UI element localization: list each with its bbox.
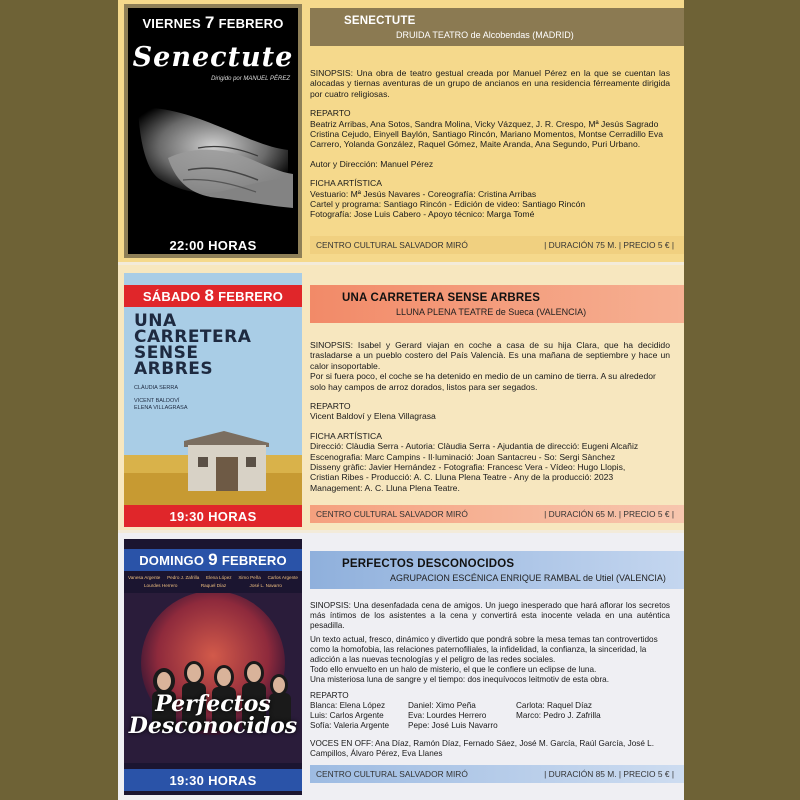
cast-entry: Pepe: José Luis Navarro <box>408 721 498 730</box>
ficha-heading: FICHA ARTÍSTICA <box>310 430 382 441</box>
day-banner: VIERNES 7 FEBRERO <box>128 12 298 34</box>
farmhouse-illustration <box>124 413 302 513</box>
time-banner: 19:30 HORAS <box>124 769 302 791</box>
sinopsis: SINOPSIS: Una desenfadada cena de amigos. Un juego inesperado que hará aflorar los secretos más íntimos de los asistentes a la cena y convertirá esta inocente velada en una auténtica pesadilla. <box>310 601 670 630</box>
duration-price: | DURACIÓN 75 M. | PRECIO 5 € | <box>544 240 674 250</box>
sinopsis: SINOPSIS: Isabel y Gerard viajan en coche a casa de su hija Clara, que ha decidido trasladarse a un pueblo costero del País Valencià. Es una mañana de septiembre y hace un calor insoportable. <box>310 340 670 371</box>
ficha-line: Fotografía: Jose Luis Cabero - Apoyo técnico: Marga Tomé <box>310 209 535 220</box>
cast-entry: Marco: Pedro J. Zafrilla <box>516 711 601 720</box>
duration-price: | DURACIÓN 85 M. | PRECIO 5 € | <box>544 769 674 779</box>
company-name: LLUNA PLENA TEATRE de Sueca (VALENCIA) <box>396 307 587 317</box>
event-senectute <box>118 0 684 262</box>
poster-cast-row: Vanesa Argente Pedro J. Zafrilla Elena López Ximo Peña Carlos Argente <box>128 575 298 580</box>
title-box <box>310 285 684 323</box>
venue-footer <box>310 765 684 783</box>
sinopsis-cont: Un texto actual, fresco, dinámico y divertido que pondrá sobre la mesa temas tan controvertidos como la homofobia, las relaciones paternofiliales, la infidelidad, la confianza, la sinceridad, la adicción a las nuevas tecnologías y el peligro de las redes sociales. <box>310 635 658 664</box>
ficha-line: Vestuario: Mª Jesús Navares - Coreografía: Cristina Arribas <box>310 188 537 199</box>
poster-credit: Dirigido por MANUEL PÉREZ <box>211 76 290 82</box>
reparto-heading: REPARTO <box>310 108 351 119</box>
poster-title: UNA CARRETERA SENSE ARBRES <box>134 311 252 379</box>
event-details <box>310 601 670 759</box>
day-banner: SÁBADO 8 FEBRERO <box>124 285 302 307</box>
company-name: AGRUPACION ESCÉNICA ENRIQUE RAMBAL de Utiel (VALENCIA) <box>390 573 666 583</box>
company-name: DRUIDA TEATRO de Alcobendas (MADRID) <box>396 30 574 40</box>
event-details <box>310 68 670 220</box>
cast-entry <box>516 721 666 731</box>
ficha-line: Disseny gràfic: Javier Hernández - Fotografia: Francesc Vera - Vídeo: Hugo Llopis, <box>310 462 626 473</box>
cast-entry: Sofía: Valeria Argente <box>310 721 390 730</box>
ficha-heading: FICHA ARTÍSTICA <box>310 178 382 189</box>
program-sheet <box>118 0 684 800</box>
venue: CENTRO CULTURAL SALVADOR MIRÓ <box>316 240 468 250</box>
event-title: PERFECTOS DESCONOCIDOS <box>342 558 515 570</box>
event-carretera <box>118 265 684 530</box>
event-perfectos <box>118 533 684 800</box>
reparto-heading: REPARTO <box>310 401 351 412</box>
title-box <box>310 8 684 46</box>
venue-footer <box>310 236 684 254</box>
poster-senectute <box>124 4 302 258</box>
ficha-line: Cristian Ribes - Producció: A. C. Lluna Plena Teatre - Any de la producció: 2023 <box>310 472 614 483</box>
sinopsis-cont: Por si fuera poco, el coche se ha detenido en medio de un camino de tierra. A su alrededor solo hay campos de arroz dorados, listos para ser segados. <box>310 371 656 392</box>
cast-entry: Luis: Carlos Argente <box>310 711 384 720</box>
event-title: UNA CARRETERA SENSE ARBRES <box>342 292 541 304</box>
poster-credits: CLÀUDIA SERRA VICENT BALDOVÍ ELENA VILLAGRASA <box>134 385 188 411</box>
hands-illustration <box>128 88 298 228</box>
voces-en-off: VOCES EN OFF: Ana Díaz, Ramón Díaz, Fernado Sáez, José M. García, Raúl García, José L. Campillos, Álvaro Pérez, Eva Llanes <box>310 739 655 758</box>
cast-entry: Blanca: Elena López <box>310 701 386 710</box>
poster-carretera <box>124 273 302 527</box>
poster-cast-row: Lourdes Herrero Raquel Díaz José L. Navarro <box>144 583 282 588</box>
event-title: SENECTUTE <box>344 15 416 27</box>
ficha-line: Cartel y programa: Santiago Rincón - Edición de video: Santiago Rincón <box>310 199 586 210</box>
venue: CENTRO CULTURAL SALVADOR MIRÓ <box>316 769 468 779</box>
author-line: Autor y Dirección: Manuel Pérez <box>310 158 434 169</box>
time-banner: 19:30 HORAS <box>124 505 302 527</box>
cast-entry: Daniel: Ximo Peña <box>408 701 476 710</box>
reparto-heading: REPARTO <box>310 691 349 700</box>
cast-entry: Carlota: Raquel Díaz <box>516 701 592 710</box>
time-banner: 22:00 HORAS <box>128 234 298 256</box>
cast-entry: Eva: Lourdes Herrero <box>408 711 487 720</box>
ficha-line: Management: A. C. Lluna Plena Teatre. <box>310 482 460 493</box>
day-banner: DOMINGO 9 FEBRERO <box>124 549 302 571</box>
poster-title: Perfectos Desconocidos <box>128 691 298 739</box>
sinopsis-cont: Todo ello envuelto en un halo de misterio, el que le confiere un eclipse de luna. <box>310 665 597 674</box>
venue-footer <box>310 505 684 523</box>
title-box <box>310 551 684 589</box>
poster-perfectos <box>124 539 302 795</box>
duration-price: | DURACIÓN 65 M. | PRECIO 5 € | <box>544 509 674 519</box>
ficha-line: Escenografia: Marc Campins - Il·luminació: Joan Santacreu - So: Sergi Sànchez <box>310 451 616 462</box>
sinopsis-cont: Una misteriosa luna de sangre y el tiempo: dos inequívocos leitmotiv de esta obra. <box>310 675 610 684</box>
cast-grid <box>310 701 670 731</box>
venue: CENTRO CULTURAL SALVADOR MIRÓ <box>316 509 468 519</box>
sinopsis: SINOPSIS: Una obra de teatro gestual creada por Manuel Pérez en la que se cuentan las alocadas y tiernas aventuras de un grupo de ancianos en una residencia férreamente dirigida por cuatro religiosas. <box>310 68 670 99</box>
poster-title: Senectute <box>132 42 294 73</box>
reparto-list: Vicent Baldoví y Elena Villagrasa <box>310 411 436 422</box>
reparto-list: Beatriz Arribas, Ana Sotos, Sandra Molina, Vicky Vázquez, J. R. Crespo, Mª Jesús Sagrado Cristina Cejudo, Einyell Baylón, Santiago Rincón, Mariano Momentos, Montse Cerradillo Eva Carrero, Yolanda González, Raquel Gómez, Maite Aranda, Ana Segundo, Puri Urbano. <box>310 118 663 150</box>
event-details <box>310 340 670 493</box>
ficha-line: Direcció: Clàudia Serra - Autoria: Clàudia Serra - Ajudantia de direcció: Eugeni Alcañiz <box>310 441 639 452</box>
